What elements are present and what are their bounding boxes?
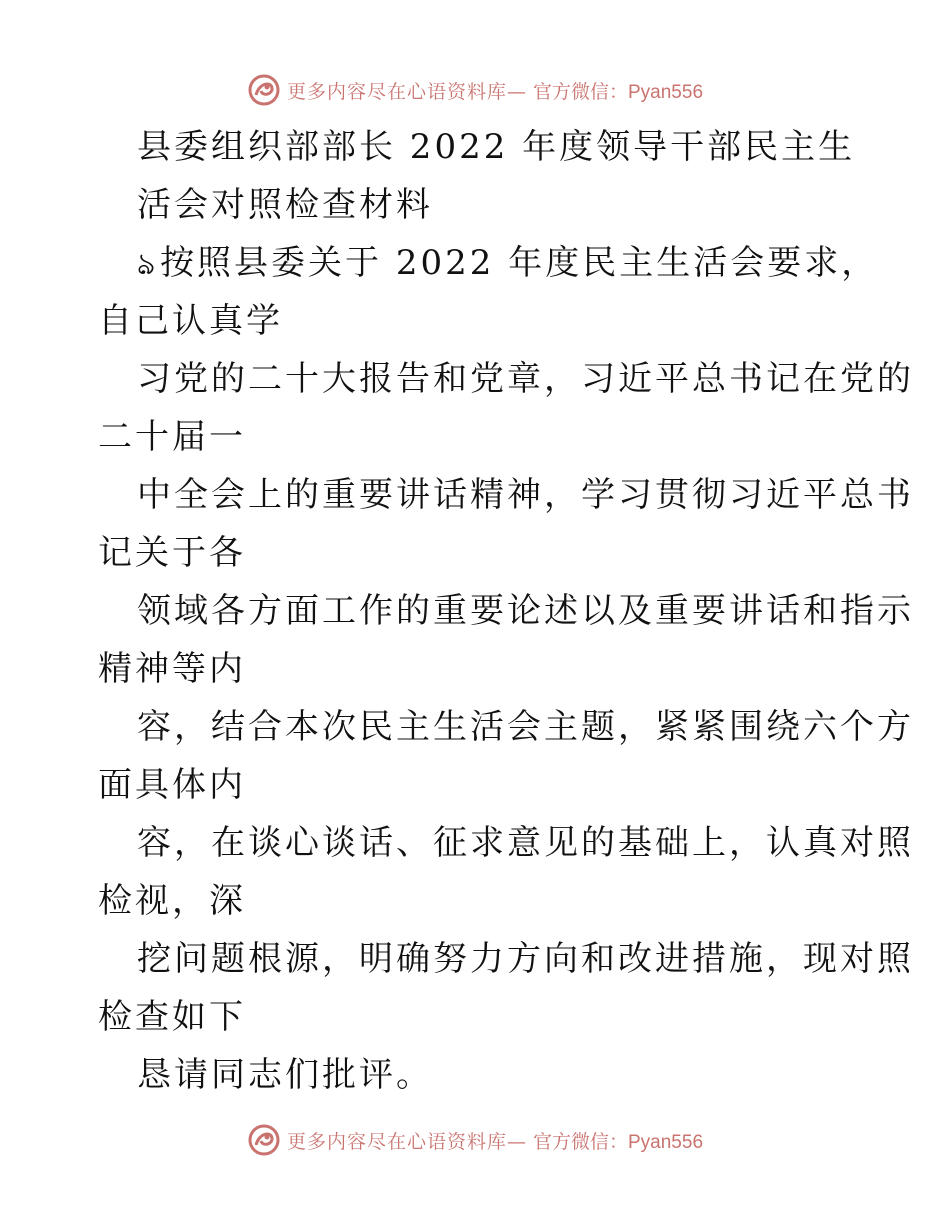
paragraph-line: 面具体内 [98, 765, 246, 805]
paragraph-line: 恳请同志们批评。 [137, 1055, 433, 1095]
paragraph-line: 习党的二十大报告和党章，习近平总书记在党的 [137, 359, 914, 399]
title-line-1: 县委组织部部长 2022 年度领导干部民主生 [137, 127, 856, 167]
paragraph-line: 检视，深 [98, 881, 246, 921]
watermark-text: 更多内容尽在心语资料库— [286, 1130, 527, 1153]
paragraph-line: 记关于各 [98, 533, 246, 573]
title-line-2: 活会对照检查材料 [137, 185, 433, 225]
paragraph-line: 二十届一 [98, 417, 246, 457]
logo-swirl-icon [247, 73, 281, 107]
watermark-wechat: 官方微信：Pyan556 [533, 1131, 704, 1153]
paragraph-line: 中全会上的重要讲话精神，学习贯彻习近平总书 [137, 475, 914, 515]
paragraph-line: 自己认真学 [98, 301, 283, 341]
watermark-text: 更多内容尽在心语资料库— [286, 80, 527, 103]
paragraph-line: 检查如下 [98, 997, 246, 1037]
paragraph-line: 容，在谈心谈话、征求意见的基础上，认真对照 [137, 823, 914, 863]
paragraph-line: 容，结合本次民主生活会主题，紧紧围绕六个方 [137, 707, 914, 747]
paragraph-line: ঌ按照县委关于 2022 年度民主生活会要求， [137, 243, 879, 283]
watermark-wechat: 官方微信：Pyan556 [533, 81, 704, 103]
watermark-banner-top [0, 70, 950, 110]
paragraph-line: 挖问题根源，明确努力方向和改进措施，现对照 [137, 939, 914, 979]
paragraph-line: 领域各方面工作的重要论述以及重要讲话和指示 [137, 591, 914, 631]
flourish-glyph-icon: ঌ [137, 247, 159, 282]
paragraph-line: 精神等内 [98, 649, 246, 689]
logo-swirl-icon [247, 1123, 281, 1157]
watermark-banner-bottom [0, 1120, 950, 1160]
